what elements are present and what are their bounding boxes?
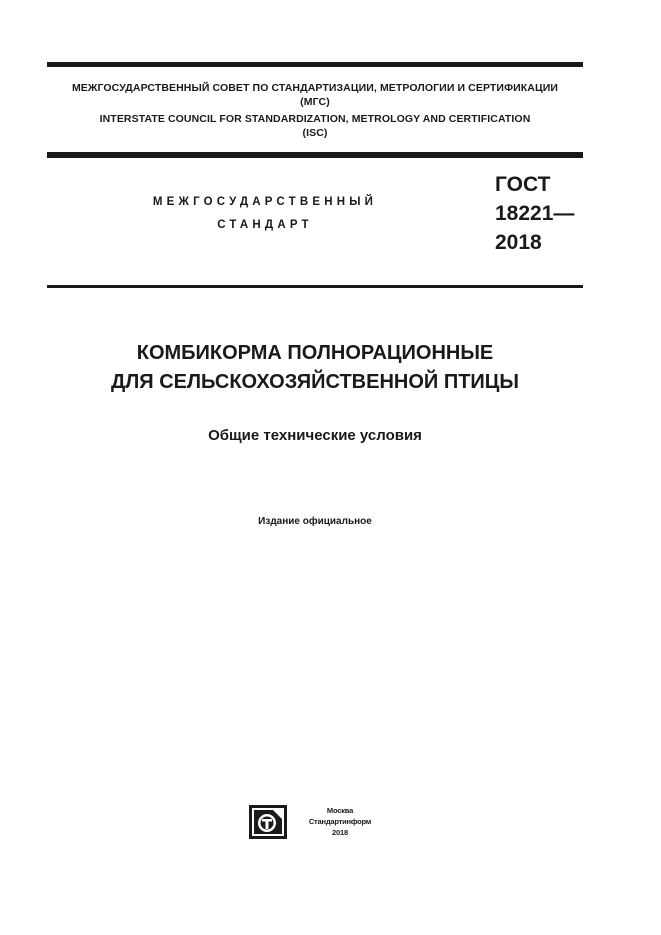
council-name-en-line1: INTERSTATE COUNCIL FOR STANDARDIZATION, METROLOGY AND CERTIFICATION	[99, 113, 531, 125]
publisher-year: 2018	[332, 828, 348, 837]
publisher-name: Стандартинформ	[308, 817, 372, 826]
publisher-city: Москва	[326, 806, 354, 815]
document-title	[47, 339, 583, 397]
document-title-line1: КОМБИКОРМА ПОЛНОРАЦИОННЫЕ	[136, 342, 494, 364]
council-name-en	[47, 112, 583, 140]
gost-code-year: 2018	[495, 231, 542, 254]
bottom-rule	[47, 285, 583, 288]
council-name-ru-line1: МЕЖГОСУДАРСТВЕННЫЙ СОВЕТ ПО СТАНДАРТИЗАЦИИ, МЕТРОЛОГИИ И СЕРТИФИКАЦИИ	[71, 82, 559, 94]
standard-type-line1: МЕЖГОСУДАРСТВЕННЫЙ	[152, 196, 378, 208]
publisher-block	[249, 805, 389, 839]
standard-type-line2: СТАНДАРТ	[217, 219, 313, 231]
council-name-ru	[47, 81, 583, 109]
gost-code-number: 18221—	[495, 202, 575, 225]
standartinform-logo-icon	[249, 805, 287, 839]
document-subtitle: Общие технические условия	[208, 427, 422, 444]
top-rule	[47, 62, 583, 67]
council-abbr-ru: (МГС)	[300, 96, 330, 108]
council-abbr-en: (ISC)	[302, 127, 328, 139]
gost-code-prefix: ГОСТ	[495, 173, 551, 196]
gost-code	[495, 170, 574, 257]
publisher-text	[295, 805, 385, 838]
document-title-line2: ДЛЯ СЕЛЬСКОХОЗЯЙСТВЕННОЙ ПТИЦЫ	[111, 371, 519, 393]
edition-note: Издание официальное	[258, 516, 372, 527]
middle-rule	[47, 152, 583, 158]
standard-type	[120, 191, 410, 237]
